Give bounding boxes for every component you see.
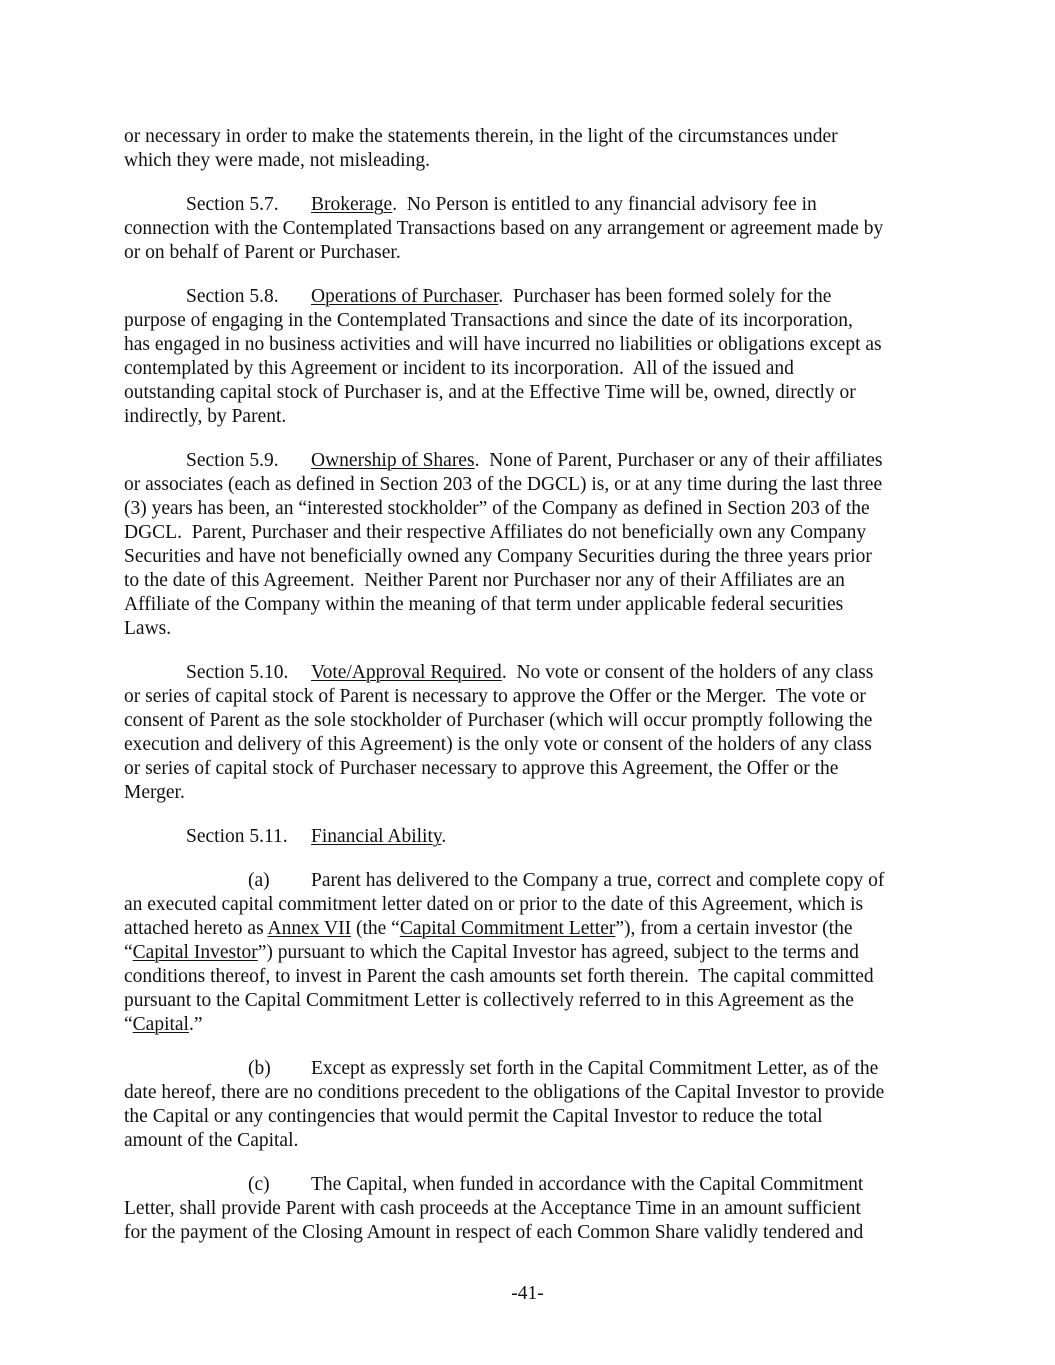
defined-term: Brokerage [311,194,393,215]
text-span: Securities and have not beneficially owned any Company Securities during the three years prior [124,546,872,567]
subsection-label: (b) [248,1058,271,1079]
page-number: -41- [511,1283,544,1304]
text-line [124,217,944,241]
text-span: . [441,826,447,847]
text-line [124,381,944,405]
text-line [124,357,944,381]
text-line [124,125,944,149]
text-span: amount of the Capital. [124,1130,299,1151]
text-line [124,285,944,309]
text-span: outstanding capital stock of Purchaser is, and at the Effective Time will be, owned, directly or [124,382,856,403]
text-span: “ [124,942,133,963]
text-line [124,965,944,989]
text-line [124,709,944,733]
text-span: attached hereto as [124,918,268,939]
subsection-label: (a) [248,870,270,891]
paragraph [124,449,944,641]
text-line [124,405,944,429]
paragraph [124,869,944,1037]
text-line [124,825,944,849]
defined-term: Capital Investor [132,942,258,963]
text-span: an executed capital commitment letter dated on or prior to the date of this Agreement, which is [124,894,864,915]
text-span: Except as expressly set forth in the Capital Commitment Letter, as of the [311,1058,879,1079]
section-number: Section 5.7. [186,194,279,215]
text-line [124,521,944,545]
text-span: . No vote or consent of the holders of any class [501,662,874,683]
text-line [124,661,944,685]
text-line [124,1173,944,1197]
text-span: pursuant to the Capital Commitment Letter is collectively referred to in this Agreement as the [124,990,854,1011]
text-span: indirectly, by Parent. [124,406,287,427]
paragraph [124,125,944,173]
text-line [124,569,944,593]
text-span: “ [124,1014,133,1035]
text-span: conditions thereof, to invest in Parent the cash amounts set forth therein. The capital committed [124,966,874,987]
text-span: execution and delivery of this Agreement) is the only vote or consent of the holders of any class [124,734,872,755]
text-span: . No Person is entitled to any financial advisory fee in [392,194,817,215]
section-number: Section 5.9. [186,450,279,471]
text-span: Letter, shall provide Parent with cash proceeds at the Acceptance Time in an amount sufficient [124,1198,861,1219]
document-body [124,125,944,1265]
text-span: the Capital or any contingencies that would permit the Capital Investor to reduce the total [124,1106,823,1127]
text-line [124,781,944,805]
text-span: or series of capital stock of Purchaser necessary to approve this Agreement, the Offer or the [124,758,839,779]
text-span: The Capital, when funded in accordance with the Capital Commitment [311,1174,864,1195]
section-number: Section 5.8. [186,286,279,307]
text-line [124,917,944,941]
text-span: purpose of engaging in the Contemplated Transactions and since the date of its incorporation, [124,310,853,331]
paragraph [124,825,944,849]
text-line [124,473,944,497]
text-span: . None of Parent, Purchaser or any of their affiliates [474,450,883,471]
text-span: Merger. [124,782,185,803]
section-number: Section 5.10. [186,662,289,683]
text-span: .” [188,1014,203,1035]
text-span: (3) years has been, an “interested stockholder” of the Company as defined in Section 203 of the [124,498,870,519]
text-span: consent of Parent as the sole stockholder of Purchaser (which will occur promptly following the [124,710,873,731]
paragraph [124,661,944,805]
text-span: ”) pursuant to which the Capital Investor has agreed, subject to the terms and [257,942,859,963]
text-line [124,333,944,357]
text-line [124,893,944,917]
text-line [124,497,944,521]
text-line [124,941,944,965]
text-line [124,593,944,617]
text-line [124,733,944,757]
text-span: Laws. [124,618,172,639]
text-span: DGCL. Parent, Purchaser and their respective Affiliates do not beneficially own any Company [124,522,867,543]
text-line [124,869,944,893]
text-line [124,1221,944,1245]
text-line [124,545,944,569]
text-span: or series of capital stock of Parent is necessary to approve the Offer or the Merger. The vote or [124,686,866,707]
text-span: has engaged in no business activities and will have incurred no liabilities or obligations except as [124,334,882,355]
subsection-label: (c) [248,1174,270,1195]
text-line [124,989,944,1013]
text-span: . Purchaser has been formed solely for the [498,286,832,307]
section-number: Section 5.11. [186,826,288,847]
text-line [124,685,944,709]
defined-term: Operations of Purchaser [311,286,499,307]
text-line [124,309,944,333]
text-span: which they were made, not misleading. [124,150,430,171]
text-line [124,1129,944,1153]
text-line [124,1057,944,1081]
text-line [124,449,944,473]
text-span: for the payment of the Closing Amount in respect of each Common Share validly tendered and [124,1222,864,1243]
text-line [124,617,944,641]
text-line [124,757,944,781]
text-line [124,1081,944,1105]
defined-term: Capital [132,1014,189,1035]
text-span: contemplated by this Agreement or incident to its incorporation. All of the issued and [124,358,794,379]
defined-term: Capital Commitment Letter [399,918,616,939]
text-span: connection with the Contemplated Transactions based on any arrangement or agreement made by [124,218,884,239]
text-line [124,193,944,217]
defined-term: Vote/Approval Required [311,662,502,683]
defined-term: Ownership of Shares [311,450,475,471]
text-span: or necessary in order to make the statements therein, in the light of the circumstances under [124,126,838,147]
text-line [124,1013,944,1037]
text-line [124,1197,944,1221]
text-span: to the date of this Agreement. Neither Parent nor Purchaser nor any of their Affiliates are an [124,570,845,591]
paragraph [124,1057,944,1153]
text-span: Affiliate of the Company within the meaning of that term under applicable federal securities [124,594,844,615]
text-span: date hereof, there are no conditions precedent to the obligations of the Capital Investor to provide [124,1082,885,1103]
text-span: Parent has delivered to the Company a true, correct and complete copy of [311,870,885,891]
text-span: (the “ [351,918,400,939]
defined-term: Annex VII [267,918,352,939]
defined-term: Financial Ability [311,826,442,847]
text-line [124,1105,944,1129]
paragraph [124,1173,944,1245]
text-line [124,149,944,173]
text-span: ”), from a certain investor (the [615,918,853,939]
text-span: or associates (each as defined in Section 203 of the DGCL) is, or at any time during the last three [124,474,883,495]
paragraph [124,285,944,429]
text-span: or on behalf of Parent or Purchaser. [124,242,401,263]
paragraph [124,193,944,265]
text-line [124,241,944,265]
